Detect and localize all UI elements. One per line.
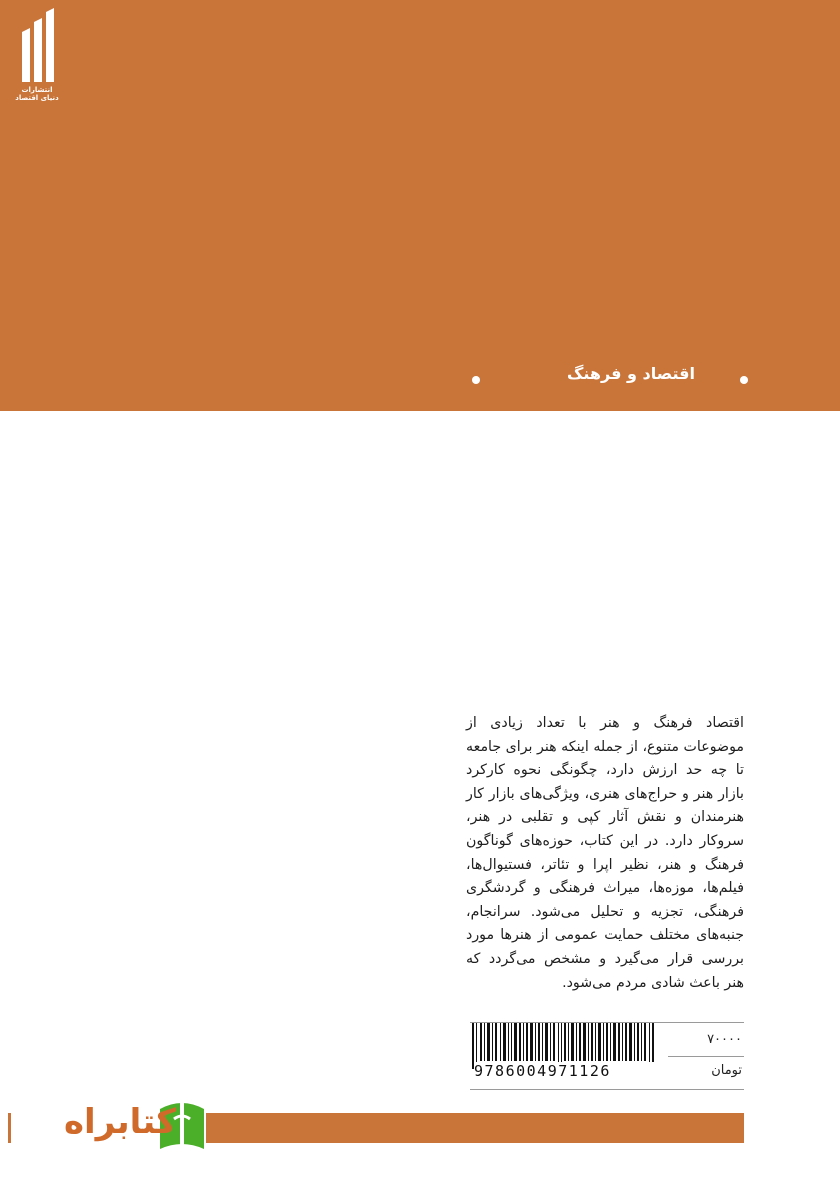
publisher-name-line2: دنیای اقتصاد [15,94,59,102]
publisher-name [12,86,62,102]
publisher-name-line1: انتشارات [21,86,53,94]
isbn-number: 9786004971126 [474,1062,658,1080]
price-value: ۷۰۰۰۰ [707,1032,742,1047]
series-title: اقتصاد و فرهنگ [567,364,695,383]
accent-strip [206,1113,744,1143]
book-description: اقتصاد فرهنگ و هنر با تعداد زیادی از موضوعات متنوع، از جمله اینکه هنر برای جامعه تا چه حد ارزش دارد، چگونگی نحوه کارکرد بازار هنر و حراج‌های هنری، ویژگی‌های بازار کار هنرمندان و نقش آثار کپی و تقلبی در هنر، سروکار دارد. در این کتاب، حوزه‌های گوناگون فرهنگ و هنر، نظیر اپرا و تئاتر، فستیوال‌ها، فیلم‌ها، موزه‌ها، میراث فرهنگی و گردشگری فرهنگی، تجزیه و تحلیل می‌شود. سرانجام، جنبه‌های مختلف حمایت عمومی از هنرها مورد بررسی قرار می‌گیرد و مشخص می‌گردد که هنر باعث شادی مردم می‌شود. [466,715,744,991]
cover-top-band [0,0,840,411]
bullet-icon [740,376,748,384]
series-row [460,364,760,394]
price-divider [668,1056,744,1057]
accent-tick [8,1113,11,1143]
bullet-icon [472,376,480,384]
price-barcode-box [470,1022,744,1090]
ketabrah-logo [34,1091,214,1161]
publisher-logo-icon [10,8,60,102]
ketabrah-wordmark: کتابراه [63,1102,177,1142]
price-currency: تومان [711,1063,742,1078]
